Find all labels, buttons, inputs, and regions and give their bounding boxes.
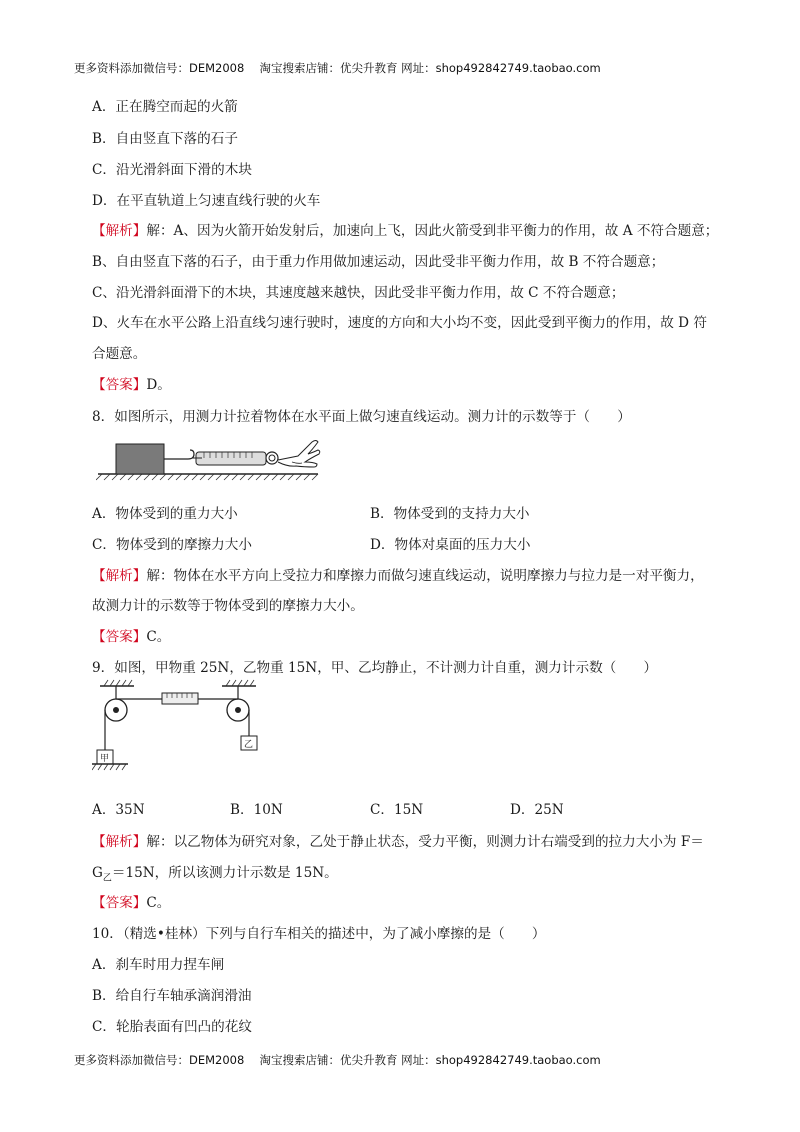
q9-figure xyxy=(92,678,272,778)
q8-figure xyxy=(96,428,328,492)
page-footer: 更多资料添加微信号：DEM2008 淘宝搜索店铺：优尖升教育 网址：shop492842749.taobao.com xyxy=(74,1053,601,1067)
q8-option-a: A．物体受到的重力大小 xyxy=(92,506,238,522)
page-header: 更多资料添加微信号：DEM2008 淘宝搜索店铺：优尖升教育 网址：shop492842749.taobao.com xyxy=(74,61,601,75)
q7-analysis-line-1 xyxy=(92,222,718,240)
formula-subscript: 乙 xyxy=(102,873,112,884)
q8-answer xyxy=(92,628,170,646)
q9-option-d: D．25N xyxy=(510,802,564,818)
q9-analysis-line-1 xyxy=(92,833,704,851)
formula-g: G xyxy=(92,865,103,881)
q9-stem: 9．如图，甲物重 25N，乙物重 15N，甲、乙均静止，不计测力计自重，测力计示数（ ） xyxy=(92,660,658,676)
q9-option-c: C．15N xyxy=(370,802,424,818)
answer-value: D。 xyxy=(146,377,171,393)
q8-analysis-line-1 xyxy=(92,567,704,585)
q10-option-a: A．刹车时用力捏车闸 xyxy=(92,957,225,973)
q8-option-c: C．物体受到的摩擦力大小 xyxy=(92,537,252,553)
q7-option-d: D．在平直轨道上匀速直线行驶的火车 xyxy=(92,193,321,209)
analysis-tag: 【解析】 xyxy=(92,568,147,584)
q10-option-b: B．给自行车轴承滴润滑油 xyxy=(92,988,252,1004)
q8-stem: 8．如图所示，用测力计拉着物体在水平面上做匀速直线运动。测力计的示数等于（ ） xyxy=(92,409,631,425)
q9-option-b: B．10N xyxy=(230,802,283,818)
analysis-text: 解：物体在水平方向上受拉力和摩擦力而做匀速直线运动，说明摩擦力与拉力是一对平衡力， xyxy=(146,568,704,584)
analysis-text: ＝15N，所以该测力计示数是 15N。 xyxy=(111,865,338,881)
analysis-tag: 【解析】 xyxy=(92,223,147,239)
answer-value: C。 xyxy=(146,629,171,645)
figure-label-jia: 甲 xyxy=(100,754,110,764)
answer-tag: 【答案】 xyxy=(92,377,147,393)
answer-tag: 【答案】 xyxy=(92,895,147,911)
analysis-tag: 【解析】 xyxy=(92,834,147,850)
answer-value: C。 xyxy=(146,895,171,911)
q9-analysis-line-2 xyxy=(92,864,338,888)
q8-option-b: B．物体受到的支持力大小 xyxy=(370,506,530,522)
q7-analysis-line-2: B、自由竖直下落的石子，由于重力作用做加速运动，因此受非平衡力作用，故 B 不符合题意； xyxy=(92,254,665,270)
answer-tag: 【答案】 xyxy=(92,629,147,645)
q8-analysis-line-2: 故测力计的示数等于物体受到的摩擦力大小。 xyxy=(92,598,364,614)
q9-answer xyxy=(92,894,170,912)
analysis-text: 解：以乙物体为研究对象，乙处于静止状态，受力平衡，则测力计右端受到的拉力大小为 F＝ xyxy=(146,834,704,850)
analysis-text: 解：A、因为火箭开始发射后，加速向上飞，因此火箭受到非平衡力的作用，故 A 不符合题意； xyxy=(146,223,719,239)
q7-analysis-line-3: C、沿光滑斜面滑下的木块，其速度越来越快，因此受非平衡力作用，故 C 不符合题意； xyxy=(92,285,625,301)
figure-label-yi: 乙 xyxy=(244,740,254,750)
q8-option-d: D．物体对桌面的压力大小 xyxy=(370,537,531,553)
q7-option-c: C．沿光滑斜面下滑的木块 xyxy=(92,162,252,178)
q7-analysis-line-5: 合题意。 xyxy=(92,346,147,362)
q7-analysis-line-4: D、火车在水平公路上沿直线匀速行驶时，速度的方向和大小均不变，因此受到平衡力的作用，故 D 符 xyxy=(92,315,707,331)
q10-option-c: C．轮胎表面有凹凸的花纹 xyxy=(92,1019,252,1035)
q9-option-a: A．35N xyxy=(92,802,145,818)
q10-stem: 10．（精选•桂林）下列与自行车相关的描述中，为了减小摩擦的是（ ） xyxy=(92,926,546,942)
q7-option-b: B．自由竖直下落的石子 xyxy=(92,131,238,147)
q7-option-a: A．正在腾空而起的火箭 xyxy=(92,99,238,115)
q7-answer xyxy=(92,376,171,394)
